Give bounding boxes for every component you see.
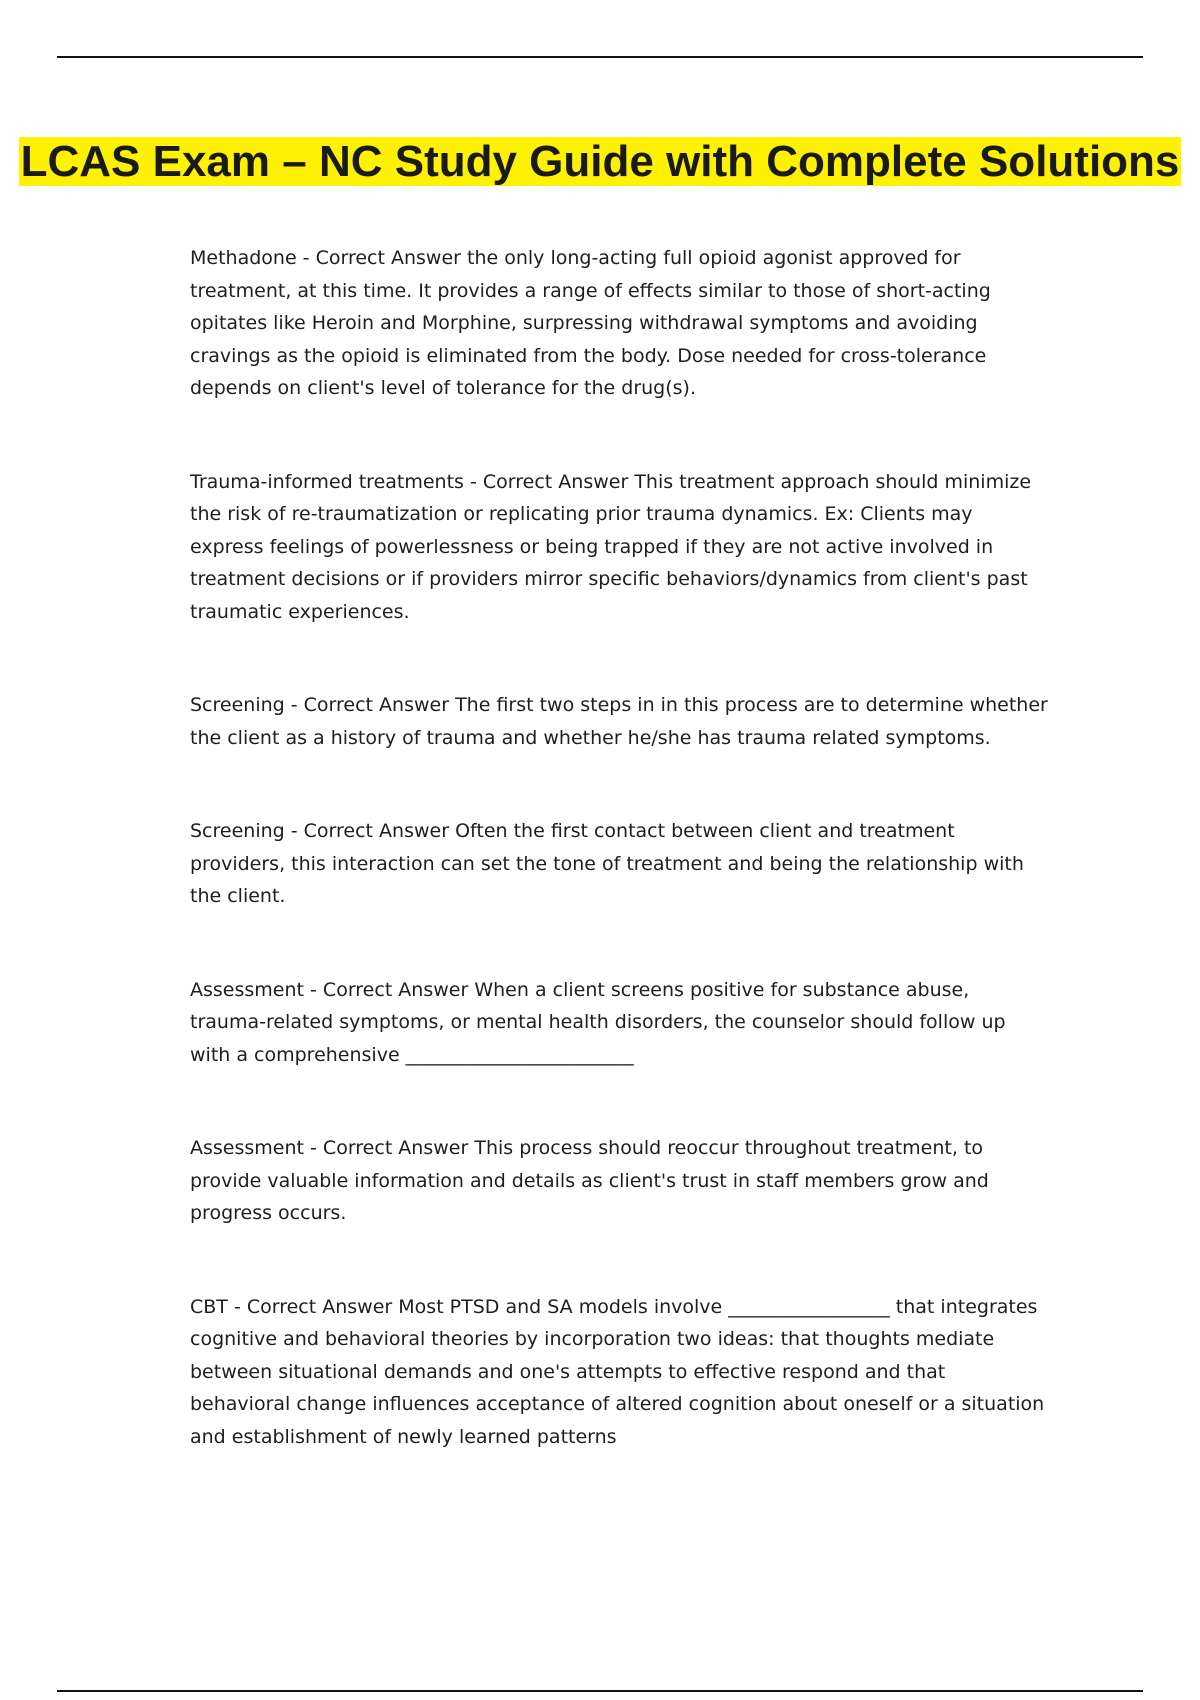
entry-label: Correct Answer [303,820,450,842]
bottom-rule [57,1690,1143,1692]
entry-label: Correct Answer [303,694,450,716]
entry-term: Screening - [190,694,304,716]
qa-entry [190,815,1050,913]
title-highlight: LCAS Exam – NC Study Guide with Complete Solutions [20,137,1180,186]
entry-label: Correct Answer [322,978,469,1001]
entry-answer: This treatment approach should minimize the risk of re-traumatization or replicating prior trauma dynamics. Ex: Clients may express feelings of powerlessness or being trapped if they are not active involved in treatment decisions or if providers mirror specific behaviors/dynamics from client's past traumatic experiences. [190,470,1032,623]
entry-label: Correct Answer [246,1295,393,1318]
entry-answer: the only long-acting full opioid agonist approved for treatment, at this time. It provides a range of effects similar to those of short-acting opitates like Heroin and Morphine, surpressing withdrawal symptoms and avoiding cravings as the opioid is eliminated from the body. Dose needed for cross-tolerance depends on client's level of tolerance for the drug(s). [190,247,991,399]
qa-entry [190,466,1050,629]
entry-label: Correct Answer [482,470,629,493]
entry-term: Methadone - [190,247,316,269]
qa-list [190,242,1050,1514]
qa-entry [190,1132,1050,1230]
entry-label: Correct Answer [322,1137,469,1159]
top-rule [57,56,1143,58]
qa-entry [190,689,1050,754]
qa-entry [190,1291,1050,1454]
qa-entry [190,974,1050,1072]
entry-answer: This process should reoccur throughout treatment, to provide valuable information and details as client's trust in staff members grow and progress occurs. [190,1137,989,1224]
page-title [0,136,1200,188]
entry-term: Assessment - [190,1137,323,1159]
qa-entry [190,242,1050,405]
entry-answer: Often the first contact between client and treatment providers, this interaction can set the tone of treatment and being the relationship with the client. [190,820,1024,907]
entry-answer: The first two steps in in this process are to determine whether the client as a history of trauma and whether he/she has trauma related symptoms. [190,694,1048,749]
entry-term: Trauma-informed treatments - [190,471,483,493]
entry-term: CBT - [190,1296,247,1318]
entry-term: Screening - [190,820,304,842]
entry-term: Assessment - [190,979,323,1001]
entry-answer: When a client screens positive for substance abuse, trauma-related symptoms, or mental health disorders, the counselor should follow up with a comprehensive ________________________ [190,978,1006,1066]
entry-answer: Most PTSD and SA models involve _________________ that integrates cognitive and behavioral theories by incorporation two ideas: that thoughts mediate between situational demands and one's attempts to effective respond and that behavioral change influences acceptance of altered cognition about oneself or a situation and establishment of newly learned patterns [190,1295,1045,1448]
entry-label: Correct Answer [315,247,461,269]
